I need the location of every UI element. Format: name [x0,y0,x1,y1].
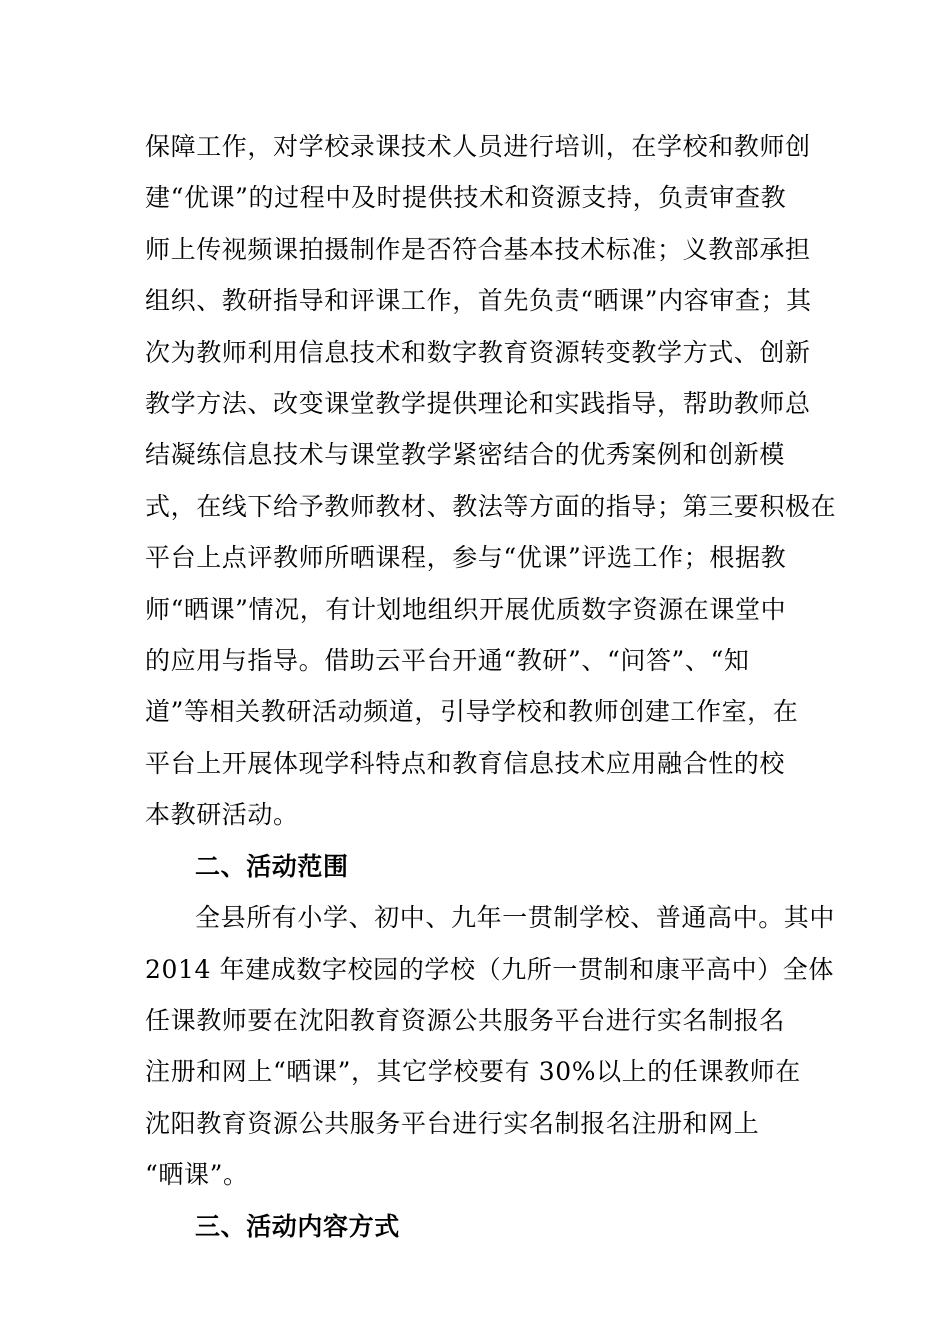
paragraph-line: 本教研活动。 [145,800,299,829]
paragraph-line: 结凝练信息技术与课堂教学紧密结合的优秀案例和创新模 [145,440,786,469]
paragraph-line: 道”等相关教研活动频道，引导学校和教师创建工作室，在 [145,697,799,726]
paragraph-line: 全县所有小学、初中、九年一贯制学校、普通高中。其中 [195,903,836,932]
paragraph-line: 次为教师利用信息技术和数字教育资源转变教学方式、创新 [145,338,811,367]
paragraph-line: 任课教师要在沈阳教育资源公共服务平台进行实名制报名 [145,1006,786,1035]
paragraph-line: 平台上开展体现学科特点和教育信息技术应用融合性的校 [145,749,786,778]
section-heading-content: 三、活动内容方式 [195,1212,400,1241]
paragraph-line: 沈阳教育资源公共服务平台进行实名制报名注册和网上 [145,1109,760,1138]
paragraph-line: 平台上点评教师所晒课程，参与“优课”评选工作；根据教 [145,543,787,572]
paragraph-line: 组织、教研指导和评课工作，首先负责“晒课”内容审查；其 [145,286,812,315]
paragraph-line: “晒课”。 [145,1160,249,1189]
paragraph-line: 2014 年建成数字校园的学校（九所一贯制和康平高中）全体 [145,955,834,984]
paragraph-line: 注册和网上“晒课”，其它学校要有 30%以上的任课教师在 [145,1057,801,1086]
paragraph-line: 式，在线下给予教师教材、教法等方面的指导；第三要积极在 [145,492,837,521]
paragraph-line: 师上传视频课拍摄制作是否符合基本技术标准；义教部承担 [145,235,811,264]
paragraph-line: 保障工作，对学校录课技术人员进行培训，在学校和教师创 [145,132,811,161]
paragraph-line: 师“晒课”情况，有计划地组织开展优质数字资源在课堂中 [145,595,787,624]
section-heading-scope: 二、活动范围 [195,852,349,881]
paragraph-line: 教学方法、改变课堂教学提供理论和实践指导，帮助教师总 [145,389,811,418]
paragraph-line: 建“优课”的过程中及时提供技术和资源支持，负责审查教 [145,183,787,212]
paragraph-line: 的应用与指导。借助云平台开通“教研”、“问答”、“知 [145,646,750,675]
